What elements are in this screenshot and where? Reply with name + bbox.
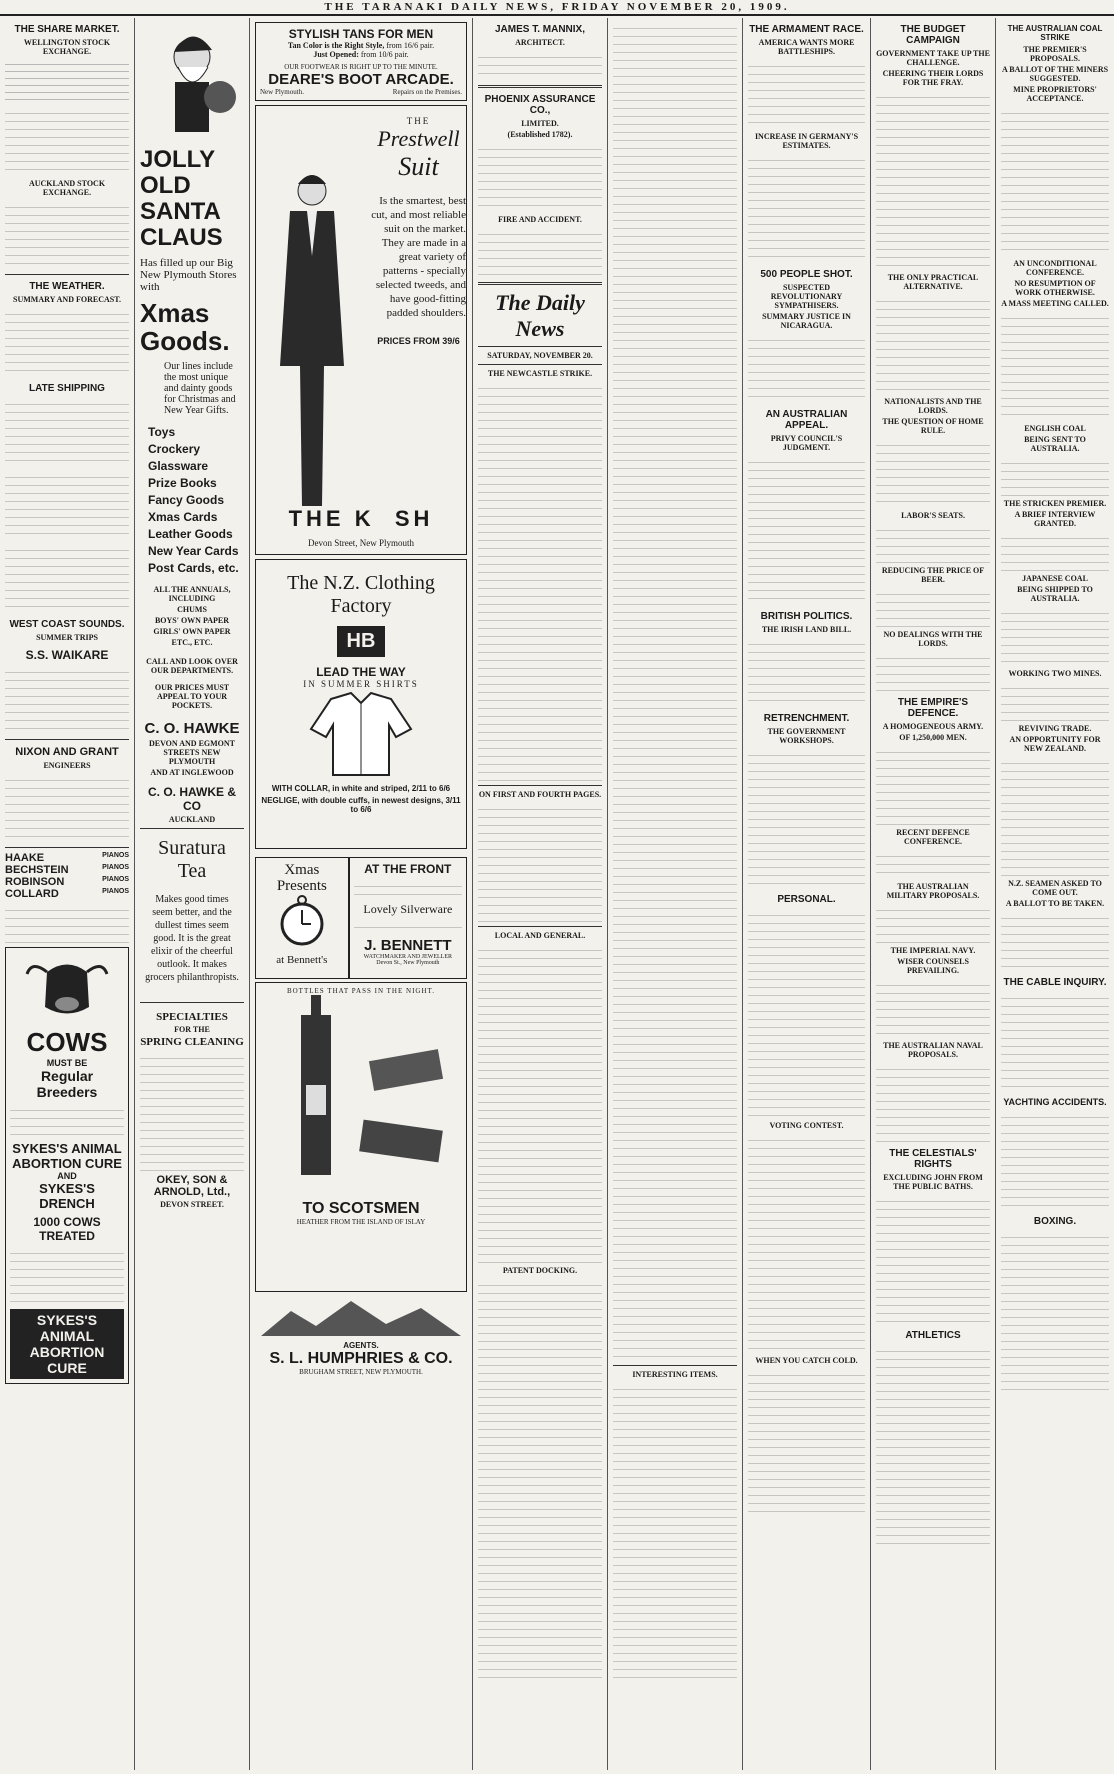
humphries-advert: AGENTS. S. L. HUMPHRIES & CO. BRUGHAM STREET, NEW PLYMOUTH. — [255, 1296, 467, 1376]
deare-advert: STYLISH TANS FOR MEN Tan Color is the Right Style, from 16/6 pair. Just Opened: from 10/6 pair. OUR FOOTWEAR IS RIGHT UP TO THE MINUTE. DEARE'S BOOT ARCADE. New Plymouth. Repairs on the Premises. — [255, 22, 467, 101]
nz-clothing-advert: The N.Z. Clothing Factory HB LEAD THE WAY IN SUMMER SHIRTS WITH COLLAR, in white and striped, 2/11 to 6/6 NEGLIGE, with double cuffs, in newest designs, 3/11 to 6/6 — [255, 559, 467, 849]
issue-date: SATURDAY, NOVEMBER 20. — [487, 351, 593, 360]
man-in-suit-icon — [262, 166, 362, 526]
share-market-heading: THE SHARE MARKET. — [14, 24, 120, 35]
mannix-heading: JAMES T. MANNIX, — [494, 24, 585, 35]
column-5 — [608, 18, 743, 1770]
newcastle-strike-heading: THE NEWCASTLE STRIKE. — [487, 369, 593, 378]
bottles-icon — [261, 995, 461, 1195]
wellington-exchange-text — [5, 58, 129, 102]
column-8: THE AUSTRALIAN COAL STRIKE THE PREMIER'S PROPOSALS. A BALLOT OF THE MINERS SUGGESTED. MINE PROPRIETORS' ACCEPTANCE. AN UNCONDITIONAL CONFERENCE. NO RESUMPTION OF WORK OTHERWISE. A MASS MEETING CALLED. ENGLISH COAL BEING SENT TO AUSTRALIA. THE STRICKEN PREMIER. A BRIEF INTERVIEW GRANTED. JAPANESE COAL BEING SHIPPED TO AUSTRALIA. WORKING TWO MINES. REVIVING TRADE. AN OPPORTUNITY FOR NEW ZEALAND. N.Z. SEAMEN ASKED TO COME OUT. A BALLOT TO BE TAKEN. THE CABLE INQUIRY. YACHTING ACCIDENTS. BOXING. — [996, 18, 1114, 1770]
late-shipping-heading: LATE SHIPPING — [29, 383, 105, 394]
piano-list: HAAKE PIANOS BECHSTEIN PIANOS ROBINSON PIANOS COLLARD PIANOS — [5, 852, 129, 900]
column-1 — [0, 18, 135, 1770]
nixon-grant-heading: NIXON AND GRANT — [15, 746, 119, 758]
column-7: THE BUDGET CAMPAIGN GOVERNMENT TAKE UP THE CHALLENGE. CHEERING THEIR LORDS FOR THE FRAY. THE ONLY PRACTICAL ALTERNATIVE. NATIONALISTS AND THE LORDS. THE QUESTION OF HOME RULE. LABOR'S SEATS. REDUCING THE PRICE OF BEER. NO DEALINGS WITH THE LORDS. THE EMPIRE'S DEFENCE. A HOMOGENEOUS ARMY. OF 1,250,000 MEN. RECENT DEFENCE CONFERENCE. THE AUSTRALIAN MILITARY PROPOSALS. THE IMPERIAL NAVY. WISER COUNSELS PREVAILING. THE AUSTRALIAN NAVAL PROPOSALS. THE CELESTIALS' RIGHTS EXCLUDING JOHN FROM THE PUBLIC BATHS. ATHLETICS — [871, 18, 996, 1770]
wellington-exchange-heading: WELLINGTON STOCK EXCHANGE. — [23, 38, 111, 56]
weather-heading: THE WEATHER. — [29, 281, 105, 292]
sykes-advert: COWS MUST BE Regular Breeders SYKES'S ANIMAL ABORTION CURE AND SYKES'S DRENCH 1000 COWS TREATED SYKES'S ANIMAL ABORTION CURE — [5, 947, 129, 1384]
engineers-text: ENGINEERS — [43, 761, 91, 770]
bennett-advert: AT THE FRONT Lovely Silverware J. BENNETT WATCHMAKER AND JEWELLER Devon St., New Plymouth — [349, 857, 467, 979]
xmas-presents-advert: Xmas Presents at Bennett's — [255, 857, 349, 979]
interesting-items-heading: INTERESTING ITEMS. — [632, 1370, 718, 1379]
hb-logo: HB — [337, 626, 386, 657]
phoenix-heading: PHOENIX ASSURANCE CO., — [484, 94, 596, 116]
shirt-icon — [301, 689, 421, 779]
daily-news-title: The Daily News — [495, 290, 585, 341]
summary-heading: SUMMARY AND FORECAST. — [13, 295, 121, 304]
hawke-advert: JOLLY OLD SANTA CLAUS Has filled up our Big New Plymouth Stores with Xmas Goods. Our lines include the most unique and dainty goods for Christmas and New Year Gifts. Toys Crockery Glassware Prize Books Fancy Goods Xmas Cards Leather Goods New Year Cards Post Cards, etc. ALL THE ANNUALS, INCLUDING CHUMS BOYS' OWN PAPER GIRLS' OWN PAPER ETC., ETC. CALL AND LOOK OVER OUR DEPARTMENTS. OUR PRICES MUST APPEAL TO YOUR POCKETS. C. O. HAWKE DEVON AND EGMONT STREETS NEW PLYMOUTH AND AT INGLEWOOD C. O. HAWKE & CO AUCKLAND — [140, 22, 244, 824]
landscape-icon — [261, 1296, 461, 1336]
whisky-advert: BOTTLES THAT PASS IN THE NIGHT. TO SCOTSMEN HEATHER FROM THE ISLAND OF ISLAY — [255, 982, 467, 1292]
summer-trips-text: SUMMER TRIPS — [36, 633, 98, 642]
santa-icon — [140, 22, 245, 142]
prestwell-advert: THE Prestwell Suit Is the smartest, best cut, and most reliable suit on the market. They are made in a great variety of patterns - specially selected tweeds, and have good-fitting padded shoulders. PRICES FROM 39/6 THE K SH Devon Street, New Plymouth — [255, 105, 467, 555]
column-3 — [250, 18, 473, 1770]
masthead: THE TARANAKI DAILY NEWS, FRIDAY NOVEMBER 20, 1909. — [0, 0, 1114, 16]
west-coast-heading: WEST COAST SOUNDS. — [9, 619, 125, 630]
pocket-watch-icon — [277, 894, 327, 949]
auckland-exchange-heading: AUCKLAND STOCK EXCHANGE. — [28, 179, 106, 197]
suratura-advert: Suratura Tea Makes good times seem better, and the dullest times seem good. It is the great elixir of the cheerful outlook. It makes grocers philanthropists. — [145, 837, 239, 983]
column-2: JOLLY OLD SANTA CLAUS Has filled up our Big New Plymouth Stores with Xmas Goods. Our lines include the most unique and dainty goods for Christmas and New Year Gifts. Toys Crockery Glassware Prize Books Fancy Goods Xmas Cards Leather Goods New Year Cards Post Cards, etc. ALL THE ANNUALS, INCLUDING CHUMS BOYS' OWN PAPER GIRLS' OWN PAPER ETC., ETC. CALL AND LOOK OVER OUR DEPARTMENTS. OUR PRICES MUST APPEAL TO YOUR POCKETS. C. O. HAWKE DEVON AND EGMONT STREETS NEW PLYMOUTH AND AT INGLEWOOD C. O. HAWKE & CO AUCKLAND Suratura Tea Makes good times seem better, and the dullest times seem good. It is the great elixir of the cheerful outlook. It makes grocers philanthropists. SPECIALTIES FOR THE SPRING CLEANING OKEY, SON & ARNOLD, Ltd., DEVON STREET. — [135, 18, 250, 1770]
cow-head-icon — [17, 952, 117, 1022]
xmas-items-list: Toys Crockery Glassware Prize Books Fancy Goods Xmas Cards Leather Goods New Year Cards Post Cards, etc. — [148, 425, 239, 575]
column-6: THE ARMAMENT RACE. AMERICA WANTS MORE BATTLESHIPS. INCREASE IN GERMANY'S ESTIMATES. 500 PEOPLE SHOT. SUSPECTED REVOLUTIONARY SYMPATHISERS. SUMMARY JUSTICE IN NICARAGUA. AN AUSTRALIAN APPEAL. PRIVY COUNCIL'S JUDGMENT. BRITISH POLITICS. THE IRISH LAND BILL. RETRENCHMENT. THE GOVERNMENT WORKSHOPS. PERSONAL. VOTING CONTEST. WHEN YOU CATCH COLD. — [743, 18, 871, 1770]
waikare-text: S.S. WAIKARE — [25, 648, 109, 662]
column-4: JAMES T. MANNIX, ARCHITECT. PHOENIX ASSURANCE CO., LIMITED. (Established 1782). FIRE AND ACCIDENT. The Daily News SATURDAY, NOVEMBER 20. THE NEWCASTLE STRIKE. ON FIRST AND FOURTH PAGES. LOCAL AND GENERAL. PATENT DOCKING. — [473, 18, 608, 1770]
